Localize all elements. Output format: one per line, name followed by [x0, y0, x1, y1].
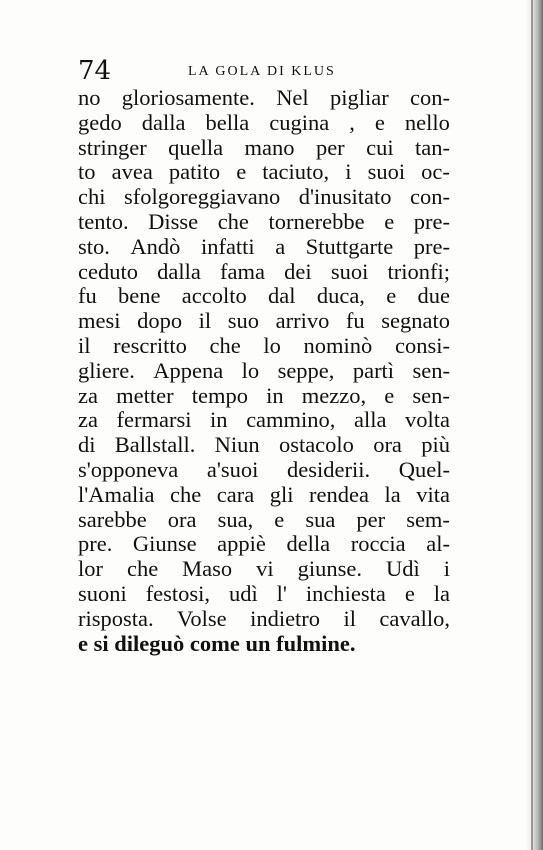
text-line: [78, 384, 450, 409]
word: sem-: [406, 506, 450, 532]
word: cammino,: [246, 407, 336, 433]
word: arrivo: [275, 308, 330, 334]
text-line: [78, 508, 450, 533]
text-line: [78, 433, 450, 458]
word: che: [217, 208, 249, 234]
word: nominò: [303, 332, 373, 358]
text-line: [78, 136, 450, 161]
word: pre-: [413, 233, 450, 259]
word: tan-: [414, 134, 450, 160]
word: pigliar: [329, 85, 389, 110]
word: i: [443, 556, 450, 582]
word: i: [345, 159, 352, 185]
word: con-: [410, 85, 450, 110]
word: e: [374, 109, 385, 135]
word: bene: [118, 283, 161, 309]
word: e: [274, 506, 285, 532]
word: al-: [426, 531, 450, 557]
text-line: [78, 260, 450, 285]
running-title: LA GOLA DI KLUS: [188, 64, 336, 79]
text-line: [78, 284, 450, 309]
word: Volse: [177, 605, 227, 631]
text-line: [78, 309, 450, 334]
word: rendea: [308, 481, 369, 507]
word: ora: [167, 506, 197, 532]
word: sto.: [78, 233, 110, 259]
word: trionfi;: [387, 258, 450, 284]
text-line: [78, 160, 450, 185]
word: pre.: [78, 531, 113, 557]
word: tempo: [191, 382, 248, 408]
word: dal: [268, 283, 296, 309]
word: za: [78, 407, 98, 433]
word: Disse: [148, 208, 199, 234]
word: fu: [345, 308, 365, 334]
word: Stuttgarte: [305, 233, 394, 259]
word: a'suoi: [206, 456, 259, 482]
word: to: [78, 159, 96, 185]
word: della: [286, 531, 331, 557]
text-line: [78, 210, 450, 235]
word: di: [78, 432, 96, 458]
word: udì: [228, 580, 258, 606]
word: due: [417, 283, 450, 309]
word: fermarsi: [116, 407, 192, 433]
word: suoi: [367, 159, 406, 185]
word: infatti: [200, 233, 255, 259]
text-line: [78, 557, 450, 582]
word: sarebbe: [78, 506, 147, 532]
word: duca,: [316, 283, 365, 309]
word: per: [315, 134, 345, 160]
word: gliere.: [78, 357, 135, 383]
word: tornerebbe: [268, 208, 365, 234]
word: ceduto: [78, 258, 138, 284]
word: Quel-: [398, 456, 450, 482]
text-line: [78, 458, 450, 483]
word: bella: [205, 109, 250, 135]
word: suoni: [78, 580, 127, 606]
text-line: [78, 185, 450, 210]
word: avea: [111, 159, 153, 185]
word: Giunse: [132, 531, 197, 557]
word: Niun: [214, 432, 260, 458]
word: Ballstall.: [114, 432, 196, 458]
word: ora: [373, 432, 402, 458]
word: lo: [263, 332, 281, 358]
word: la: [384, 481, 401, 507]
word: sen-: [412, 357, 450, 383]
word: no: [78, 85, 101, 110]
word: risposta.: [78, 605, 154, 631]
word: mano: [244, 134, 295, 160]
text-line: [78, 607, 450, 632]
word: la: [433, 580, 450, 606]
word: cara: [216, 481, 255, 507]
word: consi-: [394, 332, 450, 358]
text-line: [78, 235, 450, 260]
word: ostacolo: [278, 432, 354, 458]
word: gli: [269, 481, 294, 507]
word: più: [421, 432, 450, 458]
word: roccia: [350, 531, 406, 557]
word: partì: [352, 357, 395, 383]
word: patito: [168, 159, 221, 185]
word: dalla: [157, 258, 201, 284]
text-line: [78, 532, 450, 557]
word: il: [343, 605, 356, 631]
word: nello: [404, 109, 450, 135]
word: e: [384, 208, 395, 234]
word: taciuto,: [262, 159, 330, 185]
word: inchiesta: [305, 580, 386, 606]
word: sua,: [217, 506, 254, 532]
word: Andò: [130, 233, 181, 259]
word: suoi: [330, 258, 369, 284]
page-edge-line: [531, 0, 533, 850]
word: l'Amalia: [78, 481, 155, 507]
word: vi: [256, 556, 274, 582]
word: Nel: [276, 85, 309, 110]
word: gedo: [78, 109, 122, 135]
word: tento.: [78, 208, 129, 234]
word: dalla: [141, 109, 186, 135]
word: in: [210, 407, 228, 433]
word: a: [275, 233, 286, 259]
word: metter: [116, 382, 174, 408]
word: sua: [305, 506, 336, 532]
word: seppe,: [277, 357, 335, 383]
word: mezzo,: [301, 382, 367, 408]
word: cui: [366, 134, 394, 160]
word: ,: [349, 109, 355, 135]
word: s'opponeva: [78, 456, 179, 482]
word: fu: [78, 283, 97, 309]
word: sfolgoreggiavano: [123, 184, 281, 210]
word: Maso: [182, 556, 233, 582]
word: Udì: [385, 556, 420, 582]
word: e: [386, 283, 397, 309]
text-line: [78, 86, 450, 111]
word: festosi,: [145, 580, 211, 606]
word: suo: [227, 308, 260, 334]
word: l': [276, 580, 287, 606]
word: rescritto: [113, 332, 187, 358]
word: il: [78, 332, 91, 358]
word: per: [356, 506, 386, 532]
page-header: [78, 56, 458, 86]
word: con-: [409, 184, 450, 210]
text-line: [78, 408, 450, 433]
word: cavallo,: [379, 605, 450, 631]
word: dei: [284, 258, 312, 284]
word: Appena: [153, 357, 224, 383]
word: sen-: [412, 382, 450, 408]
word: desiderii.: [287, 456, 371, 482]
word: cugina: [269, 109, 330, 135]
word: d'inusitato: [298, 184, 392, 210]
word: alla: [353, 407, 387, 433]
body-text: [78, 86, 450, 656]
word: e: [236, 159, 247, 185]
word: volta: [404, 407, 450, 433]
text-line: e si dileguò come un fulmine.: [78, 630, 356, 656]
text-line: [78, 334, 450, 359]
word: chi: [78, 184, 106, 210]
word: oc-: [421, 159, 450, 185]
word: e: [404, 580, 415, 606]
word: quella: [168, 134, 224, 160]
word: lo: [241, 357, 260, 383]
word: che: [209, 332, 241, 358]
word: lor: [78, 556, 103, 582]
text-line: [78, 111, 450, 136]
word: dopo: [137, 308, 183, 334]
word: gloriosamente.: [121, 85, 255, 110]
word: giunse.: [297, 556, 362, 582]
word: pre-: [413, 208, 450, 234]
word: in: [266, 382, 284, 408]
word: e: [384, 382, 395, 408]
word: za: [78, 382, 98, 408]
word: indietro: [250, 605, 321, 631]
word: fama: [220, 258, 265, 284]
word: appiè: [217, 531, 266, 557]
word: che: [170, 481, 202, 507]
word: segnato: [381, 308, 450, 334]
text-line: [78, 582, 450, 607]
word: che: [126, 556, 159, 582]
page-edge-shadow: [525, 0, 543, 850]
word: stringer: [78, 134, 147, 160]
page-number: 74: [78, 56, 112, 86]
text-line: [78, 359, 450, 384]
word: accolto: [181, 283, 247, 309]
word: il: [198, 308, 212, 334]
word: mesi: [78, 308, 121, 334]
text-line: [78, 483, 450, 508]
word: vita: [416, 481, 450, 507]
